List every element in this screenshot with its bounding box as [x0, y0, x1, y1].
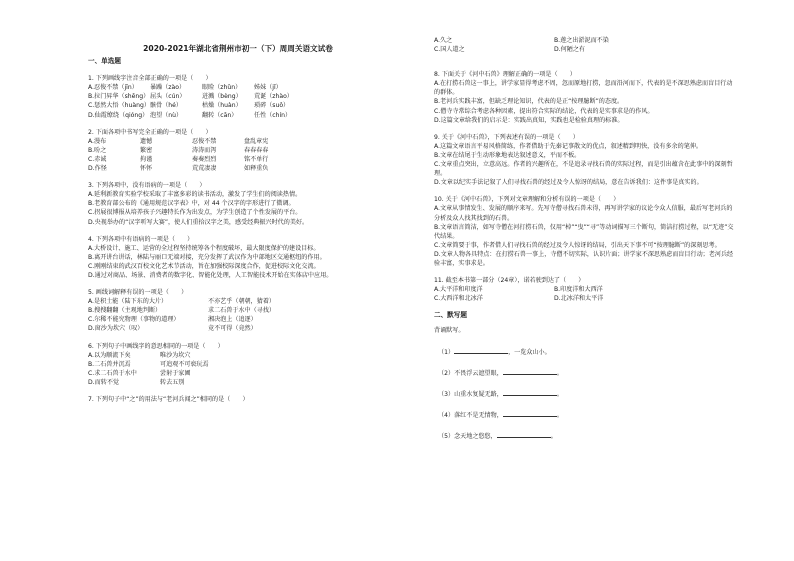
option-row: A.以为顺流下矣 唯沙为坎穴 [88, 351, 191, 359]
question-5-stem: 5. 画线词解释有误的一项是（ ） [88, 289, 188, 297]
dictation-item-1: （1） ，一览众山小。 [438, 346, 734, 357]
option-row: C.国人道之 D.何陋之有 [434, 46, 586, 54]
question-10 [434, 195, 734, 268]
question-2 [88, 128, 388, 173]
option-d: D.央视举办的“汉字听写大赛”，使人们重拾汉字之美，感受经典振兴时代的美好。 [88, 218, 309, 226]
dictation-item-5: （5）念天地之悠悠， 。 [438, 430, 734, 441]
question-5 [88, 288, 388, 333]
answer-blank[interactable] [497, 430, 551, 438]
option-a: A.文章从事情发生、发展的顺序来写。先写寺僧寻找石兽未得，再写讲学家的议论令众人信服，最后写老河兵的分析及众人找其找到的石兽。 [434, 205, 733, 222]
question-7-options [434, 36, 734, 54]
option-c: C.文章重点突出，立意高远。作者的兴趣所在，不是追录寻找石兽的实际过程，而是引出蕴含在此事中的深刻哲理。 [434, 161, 733, 178]
question-4-stem: 4. 下列各项中有语病的一项是（ ） [88, 235, 194, 243]
option-row: C.赤诚 拘谨 奏奏烈烈 铭不单行 [88, 155, 269, 163]
option-a: A.延利新教育实验学校采取了丰富多彩的读书活动，激发了学生们的阅读热情。 [88, 191, 302, 199]
option-row: B.搜搜翻翻（主观地判断） 求二石兽于水中（寻找） [88, 307, 276, 315]
question-9 [434, 133, 734, 188]
question-6-stem: 6. 下列句子中画线字的意思相同的一项是（ ） [88, 342, 224, 350]
option-c: C.拐展很博报从培养孩子兴趣特长作为出发点，为学生创造了个性发展的平台。 [88, 209, 302, 217]
question-1-stem: 1. 下列画线字注音全部正确的一项是（ ） [88, 75, 212, 83]
question-7 [88, 395, 388, 404]
question-9-stem: 9. 关于《河中石兽》，下列表述有误的一项是（ ） [434, 133, 579, 141]
option-row: B.拉门昇华（shēng） 屈头（cún） 迸溅（bèng） 荒诞（zhào） [88, 93, 293, 101]
answer-blank[interactable] [454, 346, 508, 354]
option-row: A.漫布 遗憾 忍俊不禁 盘乱章宪 [88, 137, 269, 145]
option-row: A.大平洋和印度洋 B.印度洋和大西洋 [434, 286, 603, 294]
question-6 [88, 342, 388, 387]
dictation-item-3: （3）山重水复疑无路， 。 [438, 388, 734, 399]
question-2-stem: 2. 下面各项中书写完全正确的一项是（ ） [88, 128, 212, 136]
option-b: B.老教育部公布的《通用规范汉字表》中，对 44 个汉字的字形进行了微调。 [88, 200, 295, 208]
question-1 [88, 74, 388, 119]
option-row: D.作怪 怀怀 荒荒凄凄 如释重负 [88, 165, 269, 173]
option-c: C.刚刚结束的武汉百校文化艺术节活动，旨在加强校际深度合作，促进校际文化交流。 [88, 262, 320, 270]
question-7-stem: 7. 下列句子中“之”的用法与“老河兵闻之”相同的是（ ） [88, 396, 249, 403]
option-row: C.尔稀不能究物理（事物的道理） 湘决泡上（追逐） [88, 316, 257, 324]
option-row: C.求二石兽于水中 尝射于家圃 [88, 369, 191, 377]
question-11 [434, 276, 734, 303]
option-row: C.大西洋和北冰洋 D.北冰洋和太平洋 [434, 295, 604, 303]
option-c: C.文章简要于事，作者借人们寻找石兽的经过及令人惊讶的结局，引出天下事不可“按理臆断”的深刻思考。 [434, 241, 721, 249]
option-b: B.文章在结尾于生动形象地表达叙述意义，平而不板。 [434, 151, 581, 159]
option-a: A.这篇文章语言平易风格简练，作者借助于先秦记事散文的优点，叙述精到明快，没有多余的笔伸。 [434, 142, 703, 150]
option-row: D.窗沙为坎穴（叹） 竟不可得（竟然） [88, 325, 257, 333]
exam-title: 2020-2021年湖北省荆州市初一（下）周周关语文试卷 [143, 44, 333, 53]
option-row: C.惩然大悟（huàng） 骸骨（hé） 枯燥（huàn） 琐碎（suǒ） [88, 102, 290, 110]
option-b: B.文章语言简洁，如写寺僧在河打捞石兽，仅用“棹”“曳”“寻”等动词描写三个断句，简洁打捞过程，以“无迹”交代结果。 [434, 223, 734, 240]
dictation-item-4: （4）落红不是无情物， 。 [438, 409, 734, 420]
option-a: A.在打捞石兽这一事上，讲学家显得考虑不周，忽而原地打捞，忽而沿河而下，代表的是不深思熟虑而盲目行动的群体。 [434, 80, 733, 97]
dictation-item-2: （2）不畏浮云遮望眼， 。 [438, 367, 734, 378]
option-row: D.而转不觉 转去五别 [88, 378, 185, 386]
section-dictation: 二、默写题 [434, 311, 467, 320]
option-b: B.老河兵实践丰富，但缺乏理论知识，代表的是正“按理臆断”的态度。 [434, 98, 624, 106]
section-single-choice: 一、单选题 [88, 57, 121, 66]
option-b: B.离开讲台讲话，林陆与丽口无端对接，充分发挥了武汉作为中部地区交通枢纽的作用。 [88, 253, 326, 261]
option-d: D.文章人物各具特点：在打捞石兽一事上，寺僧不切实际，认识片面；讲学家不深思熟虑而盲目行动；老河兵经验丰富，实事求是。 [434, 250, 734, 267]
option-row: A.是积土能（陆下东的大片） 不亦艺乎（朝朝，猜着） [88, 298, 276, 306]
question-11-stem: 11. 截至本书第一部分（24章），诺若驶到达了（ ） [434, 277, 585, 285]
answer-blank[interactable] [503, 367, 557, 375]
option-c: C.僧寺寺常综合考虑各种因素，提出符合实际的结论，代表的是实事求是的作风。 [434, 107, 654, 115]
question-3-stem: 3. 下列各项中，没有语病的一项是（ ） [88, 182, 206, 190]
option-row: A.久之 B.莲之出淤泥而不染 [434, 37, 609, 44]
option-row: D.仙霞缭绕（qióng） 泡望（nù） 翻转（cān） 任性（chín） [88, 111, 292, 119]
option-row: B.二石兽并沉焉 可追观不可亵玩焉 [88, 360, 209, 368]
question-10-stem: 10. 关于《河中石兽》，下列对文章理解和分析有误的一项是（ ） [434, 196, 620, 204]
question-8 [434, 70, 734, 125]
answer-blank[interactable] [503, 388, 557, 396]
right-column [434, 36, 734, 441]
option-d: D.这篇文章给我们的启示是：实践出真知，实践也是检验真理的标准。 [434, 116, 624, 124]
option-d: D.通过对商品、场景、消费者的数字化、智能化处理，人工智能技术开始在实体店中应用。 [88, 271, 333, 279]
question-8-stem: 8. 下面关于《河中石兽》理解正确的一项是（ ） [434, 71, 576, 79]
answer-blank[interactable] [503, 409, 557, 417]
dictation-intro: 背诵默写。 [434, 327, 465, 335]
option-row: B.吩之 繁密 涛涛而泻 春春春春 [88, 146, 269, 154]
question-4 [88, 235, 388, 280]
left-column [88, 0, 388, 404]
option-row: A.忍俊不禁（jīn） 暴躁（zào） 眼睑（zhǔn） 姊妹（jǐ） [88, 84, 282, 92]
option-a: A.大桥设计、施工、运营的全过程坚持统筹各个程度破坏，最大限度保护的建设目标。 [88, 244, 320, 252]
option-d: D.文章以纪实手法记叙了人们寻找石兽的经过及令人惊讶的结局，意在告诉我们：这件事是真实的。 [434, 179, 703, 187]
question-3 [88, 181, 388, 226]
